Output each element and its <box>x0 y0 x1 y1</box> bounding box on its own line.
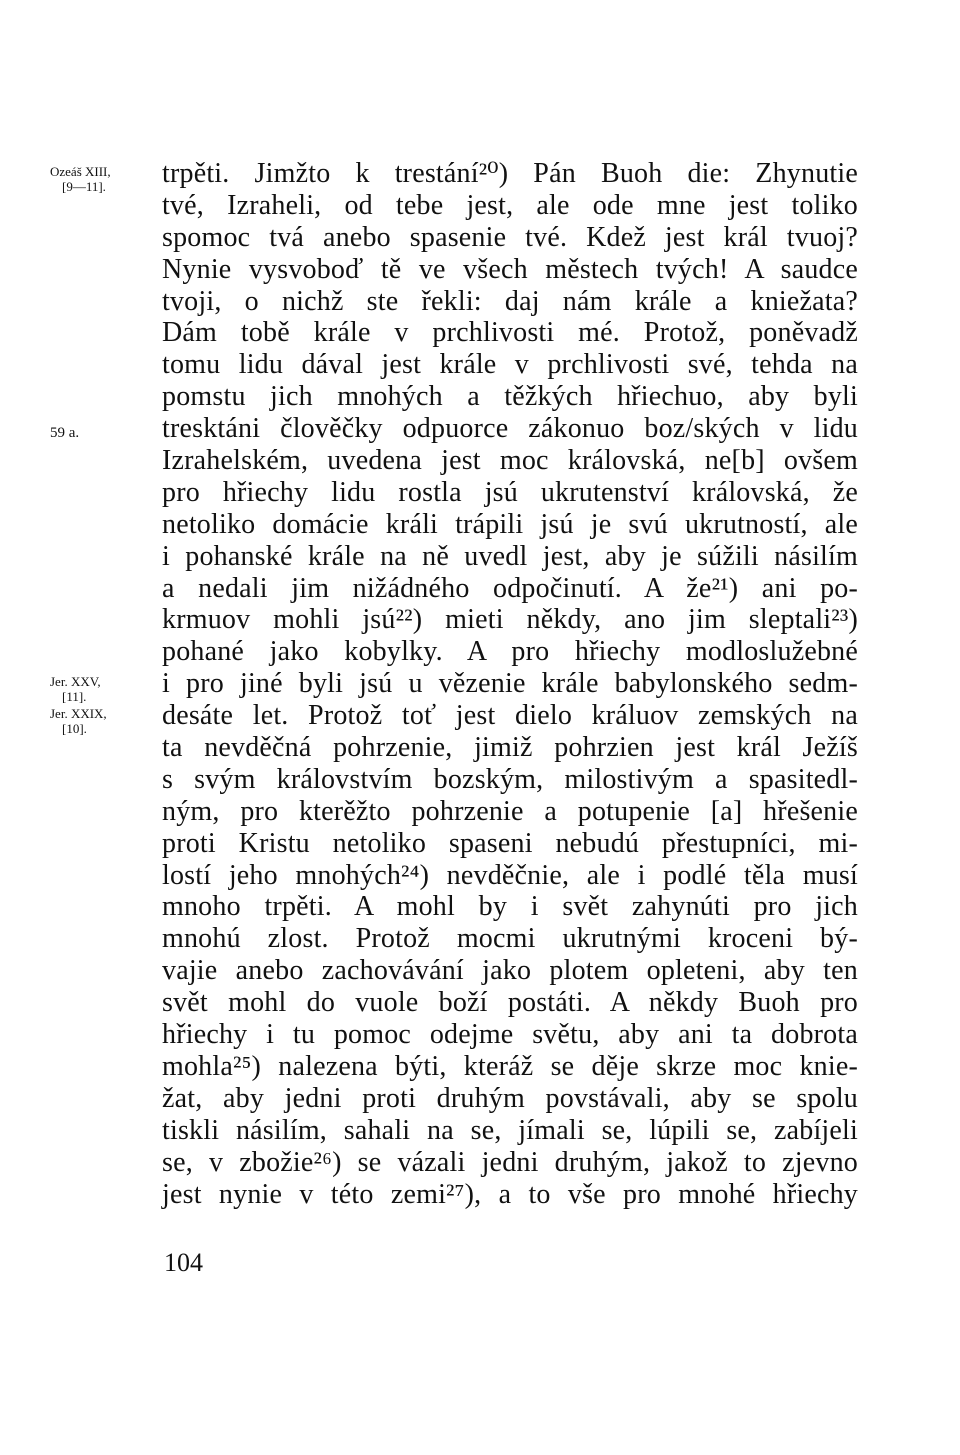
text-line: i pohanské krále na ně uvedl jest, aby je súžili násilím <box>162 540 858 572</box>
margin-note-ozeas-ref: Ozeáš XIII, <box>50 164 111 179</box>
margin-note-jer-xxix-verses: [10]. <box>62 721 87 736</box>
text-line: desáte let. Protož toť jest dielo králuov zemských na <box>162 700 858 732</box>
text-line: proti Kristu netoliko spaseni nebudú přestupníci, mi- <box>162 827 858 859</box>
margin-note-jer-xxix-ref: Jer. XXIX, <box>50 706 107 721</box>
text-line: mnoho trpěti. A mohl by i svět zahynúti pro jich <box>162 891 858 923</box>
margin-note-jer-xxv-ref: Jer. XXV, <box>50 674 101 689</box>
text-line: mnohú zlost. Protož mocmi ukrutnými kroceni bý- <box>162 923 858 955</box>
text-line: tomu lidu dával jest krále v prchlivosti své, tehda na <box>162 349 858 381</box>
margin-note-ozeas <box>50 164 111 194</box>
body-text <box>162 158 858 1210</box>
text-line: se, v zbožie²⁶) se vázali jedni druhým, jakož to zjevno <box>162 1146 858 1178</box>
text-line: pomstu jich mnohých a těžkých hřiechuo, aby byli <box>162 381 858 413</box>
text-line: jest nynie v této zemi²⁷), a to vše pro mnohé hřiechy <box>162 1178 858 1210</box>
text-line: tiskli násilím, sahali na se, jímali se, lúpili se, zabíjeli <box>162 1114 858 1146</box>
text-line: netoliko domácie králi trápili jsú je svú ukrutností, ale <box>162 508 858 540</box>
text-line: spomoc tvá anebo spasenie tvé. Kdež jest král tvuoj? <box>162 221 858 253</box>
text-line: krmuov mohli jsú²²) mieti někdy, ano jim sleptali²³) <box>162 604 858 636</box>
text-line: svět mohl do vuole boží postáti. A někdy Buoh pro <box>162 987 858 1019</box>
text-line: mohla²⁵) nalezena býti, kteráž se děje skrze moc knie- <box>162 1050 858 1082</box>
text-line: tvé, Izraheli, od tebe jest, ale ode mne jest toliko <box>162 189 858 221</box>
text-line: ným, pro kterěžto pohrzenie a potupenie [a] hřešenie <box>162 795 858 827</box>
text-line: žat, aby jedni proti druhým povstávali, aby se spolu <box>162 1082 858 1114</box>
margin-note-jer-xxix <box>50 706 107 736</box>
text-line: pro hřiechy lidu rostla jsú ukrutenství královská, že <box>162 476 858 508</box>
text-line: tresktáni člověčky odpuorce zákonuo boz/ských v lidu <box>162 413 858 445</box>
text-line: trpěti. Jimžto k trestání²⁰) Pán Buoh die: Zhynutie <box>162 158 858 189</box>
page-number: 104 <box>164 1248 203 1277</box>
text-line: lostí jeho mnohých²⁴) nevděčnie, ale i podlé těla musí <box>162 859 858 891</box>
text-line: ta nevděčná pohrzenie, jimiž pohrzien jest král Ježíš <box>162 732 858 764</box>
text-line: a nedali jim nižádného odpočinutí. A že²¹) ani po- <box>162 572 858 604</box>
text-line: i pro jiné byli jsú u vězenie krále babylonského sedm- <box>162 668 858 700</box>
text-line: vajie anebo zachovávání jako plotem opleteni, aby ten <box>162 955 858 987</box>
text-line: Dám tobě krále v prchlivosti mé. Protož, poněvadž <box>162 317 858 349</box>
margin-note-jer-xxv-verses: [11]. <box>62 689 87 704</box>
text-line: pohané jako kobylky. A pro hřiechy modloslužebné <box>162 636 858 668</box>
text-line: tvoji, o nichž ste řekli: daj nám krále a kniežata? <box>162 285 858 317</box>
text-line: s svým královstvím bozským, milostivým a spasitedl- <box>162 763 858 795</box>
margin-note-jer-xxv <box>50 674 101 704</box>
text-line: Izrahelském, uvedena jest moc královská, ne[b] ovšem <box>162 445 858 477</box>
text-line: Nynie vysvoboď tě ve všech městech tvých! A saudce <box>162 253 858 285</box>
text-line: hřiechy i tu pomoc odejme světu, aby ani ta dobrota <box>162 1019 858 1051</box>
margin-note-folio: 59 a. <box>50 425 80 441</box>
margin-note-ozeas-verses: [9—11]. <box>62 179 106 194</box>
